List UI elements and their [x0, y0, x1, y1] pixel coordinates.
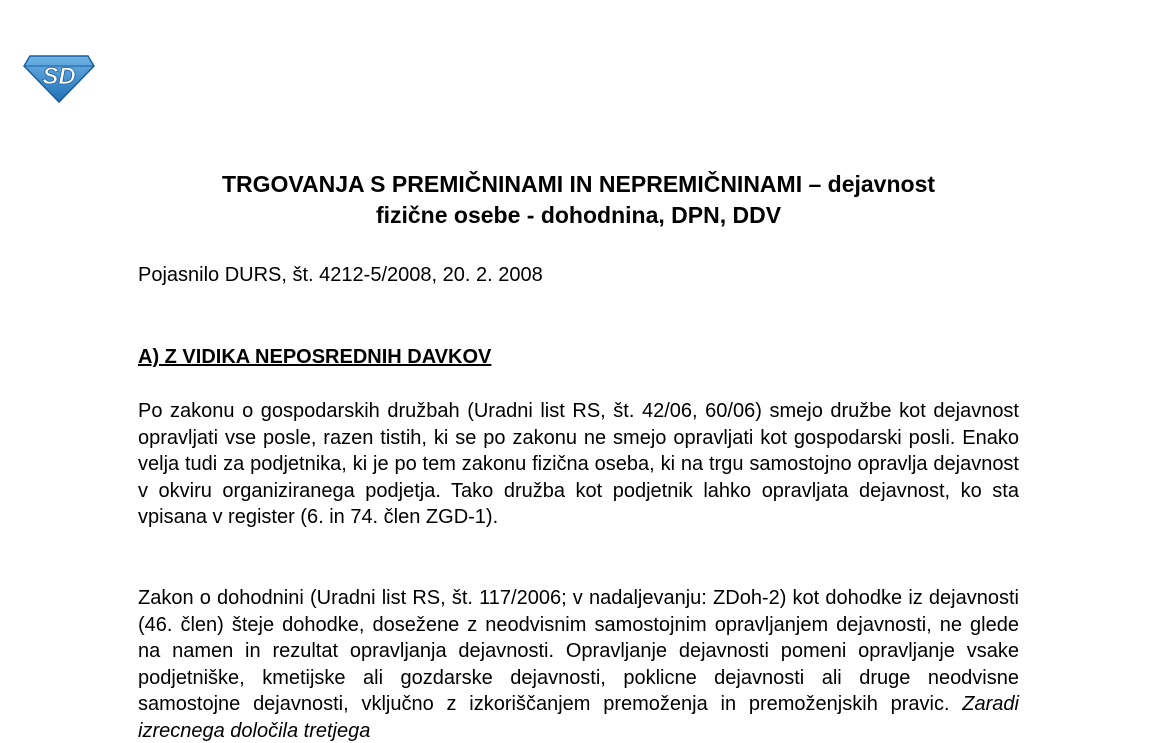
paragraph-2-italic: Zaradi izrecnega določila tretjega — [138, 693, 1019, 742]
paragraph-2 — [138, 585, 1019, 743]
title-line-2: fizične osebe - dohodnina, DPN, DDV — [375, 202, 782, 228]
sd-logo-icon — [22, 50, 96, 104]
paragraph-1: Po zakonu o gospodarskih družbah (Uradni list RS, št. 42/06, 60/06) smejo družbe kot dejavnost opravljati vse posle, razen tistih, ki se po zakonu ne smejo opravljati kot gospodarski posli. Enako velja tudi za podjetnika, ki je po tem zakonu fizična oseba, ki na trgu samostojno opravlja dejavnost v okviru organiziranega podjetja. Tako družba kot podjetnik lahko opravljata dejavnost, ko sta vpisana v register (6. in 74. člen ZGD-1). — [138, 400, 1019, 529]
title-line-1: TRGOVANJA S PREMIČNINAMI IN NEPREMIČNINAMI – dejavnost — [221, 171, 936, 197]
svg-text:SD: SD — [42, 63, 76, 90]
source-reference: Pojasnilo DURS, št. 4212-5/2008, 20. 2. 2008 — [138, 264, 543, 286]
document-title — [138, 169, 1019, 231]
section-heading-a: A) Z VIDIKA NEPOSREDNIH DAVKOV — [138, 346, 492, 368]
paragraph-2-text: Zakon o dohodnini (Uradni list RS, št. 117/2006; v nadaljevanju: ZDoh-2) kot dohodke iz dejavnosti (46. člen) šteje dohodke, dosežene z neodvisnim samostojnim opravljanjem dejavnosti, ne glede na namen in rezultat opravljanja dejavnosti. Opravljanje dejavnosti pomeni opravljanje vsake podjetniške, kmetijske ali gozdarske dejavnosti, poklicne dejavnosti ali druge neodvisne samostojne dejavnosti, vključno z izkoriščanjem premoženja in premoženjskih pravic. — [138, 587, 1019, 716]
